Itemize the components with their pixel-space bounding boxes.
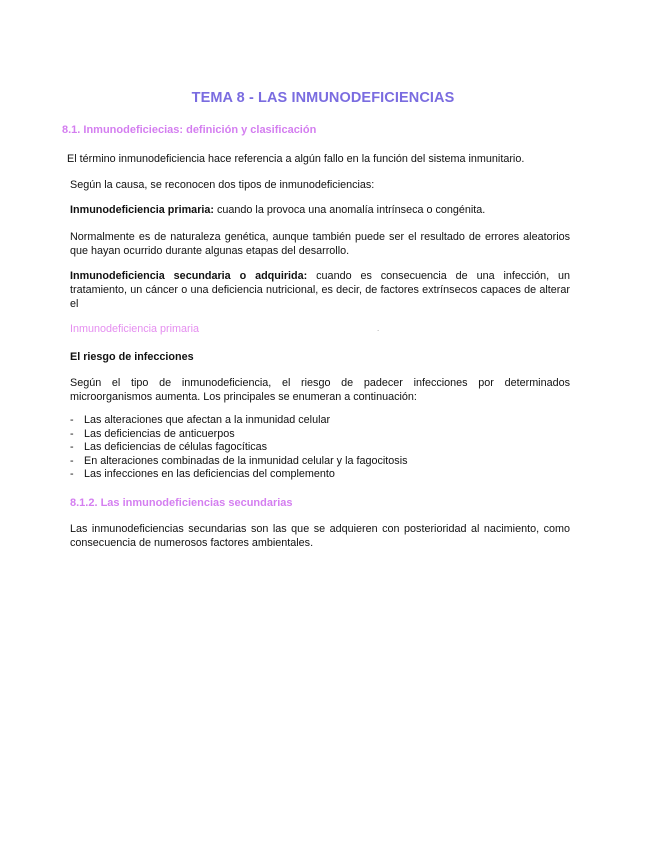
risk-heading: El riesgo de infecciones: [70, 351, 194, 363]
section-heading-8-1-2: 8.1.2. Las inmunodeficiencias secundarias: [70, 497, 293, 509]
list-item: [70, 414, 408, 428]
document-title: TEMA 8 - LAS INMUNODEFICIENCIAS: [191, 90, 455, 106]
list-marker: -: [70, 468, 74, 480]
list-item: [70, 455, 408, 469]
causes-paragraph: Según la causa, se reconocen dos tipos de inmunodeficiencias:: [70, 179, 375, 191]
risk-paragraph: Según el tipo de inmunodeficiencia, el riesgo de padecer infecciones por determinados microorganismos aumenta. Los principales se enumeran a continuación:: [70, 377, 570, 403]
secondary-definition-paragraph: [70, 269, 570, 311]
risk-list: [70, 414, 408, 482]
list-item-text: En alteraciones combinadas de la inmunidad celular y la fagocitosis: [84, 454, 408, 467]
list-marker: -: [70, 414, 74, 426]
stray-dot: .: [377, 324, 380, 333]
section-heading-8-1: 8.1. Inmunodeficiecias: definición y clasificación: [62, 124, 317, 136]
list-marker: -: [70, 427, 74, 440]
list-item-text: Las deficiencias de anticuerpos: [84, 427, 235, 440]
list-item: [70, 468, 408, 482]
secondary-text: cuando es consecuencia de una infección, un tratamiento, un cáncer o una deficiencia nutricional, es decir, de factores extrínsecos capaces de alterar el: [70, 270, 570, 310]
secondary-immunodeficiency-paragraph: Las inmunodeficiencias secundarias son las que se adquieren con posterioridad al nacimiento, como consecuencia de numerosos factores ambientales.: [70, 523, 570, 549]
list-marker: -: [70, 454, 74, 467]
list-item-text: Las deficiencias de células fagocíticas: [84, 441, 268, 453]
primary-definition-paragraph: [70, 203, 570, 217]
list-item-text: Las infecciones en las deficiencias del complemento: [84, 468, 335, 480]
list-item: [70, 428, 408, 442]
secondary-label: Inmunodeficiencia secundaria o adquirida:: [70, 270, 308, 282]
genetic-paragraph: Normalmente es de naturaleza genética, aunque también puede ser el resultado de errores aleatorios que hayan ocurrido durante algunas etapas del desarrollo.: [70, 231, 570, 257]
primary-text: cuando la provoca una anomalía intrínseca o congénita.: [214, 204, 486, 216]
list-item: [70, 441, 408, 455]
primary-subheading: Inmunodeficiencia primaria: [70, 323, 200, 335]
intro-paragraph: El término inmunodeficiencia hace referencia a algún fallo en la función del sistema inmunitario.: [67, 153, 525, 165]
list-item-text: Las alteraciones que afectan a la inmunidad celular: [84, 414, 331, 426]
list-marker: -: [70, 441, 74, 453]
primary-label: Inmunodeficiencia primaria:: [70, 204, 214, 216]
